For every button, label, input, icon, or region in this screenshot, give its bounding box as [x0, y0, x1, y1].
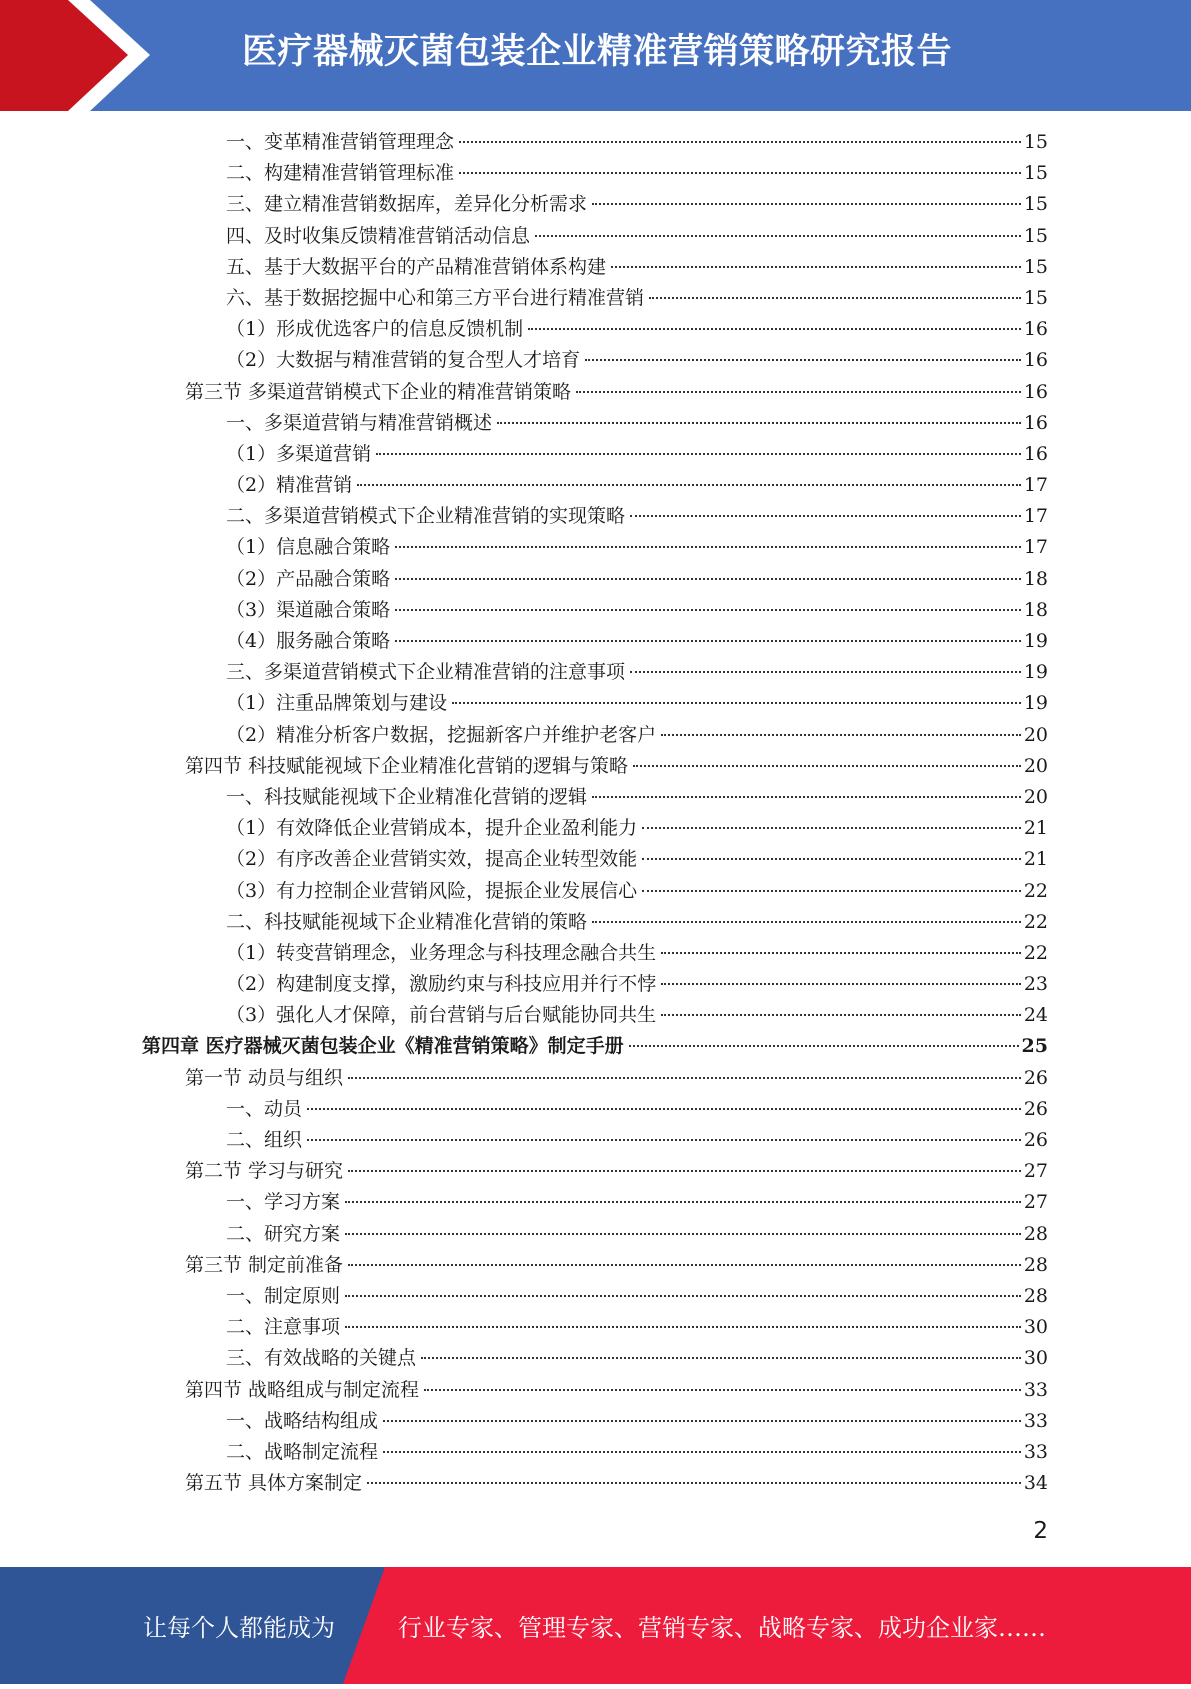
toc-dot-leader	[642, 890, 1021, 892]
toc-entry-page: 16	[1023, 349, 1048, 372]
toc-entry-page: 27	[1023, 1191, 1048, 1214]
toc-entry-title: 二、科技赋能视域下企业精准化营销的策略	[226, 910, 588, 933]
toc-entry-page: 20	[1023, 785, 1048, 808]
toc-entry[interactable]	[226, 938, 1048, 969]
toc-entry[interactable]	[226, 221, 1048, 252]
toc-entry-page: 26	[1023, 1097, 1048, 1120]
toc-entry[interactable]	[226, 657, 1048, 688]
toc-entry[interactable]	[226, 470, 1048, 501]
toc-dot-leader	[421, 1357, 1021, 1359]
toc-entry[interactable]	[226, 1000, 1048, 1031]
toc-entry-page: 30	[1023, 1316, 1048, 1339]
toc-entry-title: 二、组织	[226, 1129, 303, 1151]
page-header	[0, 0, 1191, 111]
toc-entry-page: 18	[1023, 567, 1048, 590]
toc-entry-title: 第四节 科技赋能视域下企业精准化营销的逻辑与策略	[185, 754, 629, 777]
toc-entry-page: 15	[1023, 286, 1048, 309]
toc-entry-page: 17	[1023, 505, 1048, 528]
toc-entry[interactable]	[226, 1187, 1048, 1218]
toc-entry-title: （3）强化人才保障，前台营销与后台赋能协同共生	[226, 1004, 657, 1027]
toc-dot-leader	[395, 640, 1021, 642]
toc-entry[interactable]	[226, 345, 1048, 376]
toc-entry-page: 15	[1023, 193, 1048, 216]
toc-dot-leader	[592, 921, 1021, 923]
toc-entry-page: 28	[1023, 1253, 1048, 1276]
toc-entry-title: （3）渠道融合策略	[226, 598, 391, 621]
toc-entry-title: （2）精准营销	[226, 474, 353, 497]
toc-dot-leader	[592, 796, 1021, 798]
toc-entry[interactable]	[226, 1219, 1048, 1250]
toc-entry-title: 二、研究方案	[226, 1222, 341, 1245]
toc-entry-page: 26	[1023, 1066, 1048, 1089]
toc-dot-leader	[459, 141, 1021, 143]
toc-dot-leader	[348, 1264, 1021, 1266]
toc-dot-leader	[649, 297, 1021, 299]
toc-entry[interactable]	[226, 844, 1048, 875]
toc-entry-title: 第四节 战略组成与制定流程	[185, 1378, 420, 1401]
toc-entry[interactable]	[226, 439, 1048, 470]
toc-dot-leader	[528, 328, 1021, 330]
toc-dot-leader	[642, 858, 1021, 860]
toc-dot-leader	[348, 1077, 1021, 1079]
toc-entry-title: 六、基于数据挖掘中心和第三方平台进行精准营销	[226, 286, 645, 309]
toc-entry-page: 19	[1023, 661, 1048, 684]
toc-dot-leader	[592, 203, 1021, 205]
toc-dot-leader	[585, 359, 1021, 361]
toc-entry-page: 17	[1023, 536, 1048, 559]
toc-entry-page: 16	[1023, 442, 1048, 465]
toc-dot-leader	[357, 484, 1021, 486]
toc-entry-page: 27	[1023, 1160, 1048, 1183]
header-arrow-icon	[0, 0, 160, 111]
toc-entry-page: 17	[1023, 474, 1048, 497]
toc-dot-leader	[497, 422, 1021, 424]
toc-dot-leader	[630, 671, 1021, 673]
toc-entry-page: 21	[1023, 817, 1048, 840]
toc-entry[interactable]	[226, 813, 1048, 844]
toc-entry[interactable]	[226, 1125, 1048, 1156]
toc-entry-page: 15	[1023, 224, 1048, 247]
toc-dot-leader	[348, 1170, 1021, 1172]
toc-entry-page: 16	[1023, 318, 1048, 341]
toc-entry-page: 15	[1023, 255, 1048, 278]
toc-entry[interactable]	[226, 969, 1048, 1000]
toc-entry[interactable]	[142, 1031, 1048, 1062]
toc-entry-title: （2）构建制度支撑，激励约束与科技应用并行不悖	[226, 973, 657, 996]
toc-entry[interactable]	[226, 532, 1048, 563]
toc-entry-title: 一、动员	[226, 1097, 303, 1120]
toc-dot-leader	[383, 1451, 1021, 1453]
toc-dot-leader	[630, 515, 1021, 517]
toc-dot-leader	[367, 1482, 1021, 1484]
toc-entry-title: （1）注重品牌策划与建设	[226, 692, 448, 715]
toc-entry-title: （2）大数据与精准营销的复合型人才培育	[226, 349, 581, 372]
toc-entry-page: 33	[1023, 1440, 1048, 1463]
toc-entry[interactable]	[226, 1312, 1048, 1343]
toc-dot-leader	[395, 578, 1021, 580]
toc-entry-page: 16	[1023, 411, 1048, 434]
toc-dot-leader	[345, 1326, 1021, 1328]
toc-entry[interactable]	[185, 1468, 1048, 1499]
page-number: 2	[1033, 1518, 1048, 1544]
toc-entry-title: 二、战略制定流程	[226, 1440, 379, 1463]
toc-entry-title: 四、及时收集反馈精准营销活动信息	[226, 224, 531, 247]
toc-entry-title: 二、注意事项	[226, 1316, 341, 1339]
toc-entry-page: 34	[1023, 1472, 1048, 1495]
toc-entry-title: （1）信息融合策略	[226, 536, 391, 559]
toc-entry[interactable]	[226, 782, 1048, 813]
toc-entry[interactable]	[226, 283, 1048, 314]
toc-entry-title: 第四章 医疗器械灭菌包装企业《精准营销策略》制定手册	[142, 1035, 624, 1058]
toc-entry[interactable]	[226, 314, 1048, 345]
toc-entry-title: 三、有效战略的关键点	[226, 1347, 417, 1370]
toc-entry[interactable]	[185, 1375, 1048, 1406]
toc-entry-title: 一、战略结构组成	[226, 1409, 379, 1432]
toc-entry-title: 三、多渠道营销模式下企业精准营销的注意事项	[226, 661, 626, 684]
toc-entry[interactable]	[226, 1343, 1048, 1374]
toc-entry-page: 20	[1023, 754, 1048, 777]
toc-entry[interactable]	[226, 876, 1048, 907]
toc-entry-title: （2）有序改善企业营销实效，提高企业转型效能	[226, 848, 638, 871]
toc-entry-page: 20	[1023, 723, 1048, 746]
toc-entry[interactable]	[226, 127, 1048, 158]
toc-entry[interactable]	[226, 1094, 1048, 1125]
toc-dot-leader	[661, 734, 1021, 736]
toc-entry-page: 23	[1023, 973, 1048, 996]
toc-entry-title: （3）有力控制企业营销风险，提振企业发展信心	[226, 879, 638, 902]
toc-dot-leader	[642, 827, 1021, 829]
toc-entry[interactable]	[185, 1250, 1048, 1281]
toc-dot-leader	[307, 1108, 1021, 1110]
toc-entry-page: 15	[1023, 162, 1048, 185]
toc-entry-title: 一、学习方案	[226, 1191, 341, 1214]
toc-entry-title: （1）多渠道营销	[226, 442, 372, 465]
toc-entry[interactable]	[226, 1406, 1048, 1437]
toc-dot-leader	[345, 1201, 1021, 1203]
toc-entry-page: 26	[1023, 1129, 1048, 1151]
toc-dot-leader	[452, 702, 1021, 704]
toc-entry[interactable]	[185, 1156, 1048, 1187]
toc-entry-title: 二、构建精准营销管理标准	[226, 162, 455, 185]
toc-entry[interactable]	[185, 751, 1048, 782]
toc-entry[interactable]	[226, 907, 1048, 938]
toc-dot-leader	[661, 1014, 1021, 1016]
toc-entry-title: 二、多渠道营销模式下企业精准营销的实现策略	[226, 505, 626, 528]
toc-entry-page: 25	[1021, 1035, 1048, 1058]
toc-dot-leader	[633, 765, 1021, 767]
toc-entry[interactable]	[226, 252, 1048, 283]
toc-entry[interactable]	[226, 189, 1048, 220]
toc-entry-page: 28	[1023, 1284, 1048, 1307]
page-footer	[0, 1567, 1191, 1684]
toc-entry-page: 22	[1023, 910, 1048, 933]
toc-entry-page: 16	[1023, 380, 1048, 403]
footer-slogan-right: 行业专家、管理专家、营销专家、战略专家、成功企业家……	[398, 1614, 1046, 1642]
toc-entry-page: 22	[1023, 941, 1048, 964]
toc-entry-title: （2）精准分析客户数据，挖掘新客户并维护老客户	[226, 723, 657, 746]
toc-entry-title: 五、基于大数据平台的产品精准营销体系构建	[226, 255, 607, 278]
table-of-contents	[0, 127, 1191, 1499]
toc-entry[interactable]	[226, 158, 1048, 189]
toc-entry-title: 第三节 多渠道营销模式下企业的精准营销策略	[185, 380, 572, 403]
toc-entry-title: （1）转变营销理念，业务理念与科技理念融合共生	[226, 941, 657, 964]
document-title: 医疗器械灭菌包装企业精准营销策略研究报告	[242, 32, 953, 72]
toc-dot-leader	[345, 1233, 1021, 1235]
toc-dot-leader	[395, 546, 1021, 548]
toc-entry-title: （1）形成优选客户的信息反馈机制	[226, 318, 524, 341]
toc-entry-title: 第一节 动员与组织	[185, 1066, 344, 1089]
toc-entry-title: 第五节 具体方案制定	[185, 1472, 363, 1495]
toc-entry[interactable]	[226, 1437, 1048, 1468]
toc-dot-leader	[535, 235, 1021, 237]
toc-entry-page: 33	[1023, 1409, 1048, 1432]
toc-dot-leader	[383, 1420, 1021, 1422]
toc-dot-leader	[345, 1295, 1021, 1297]
toc-dot-leader	[661, 952, 1021, 954]
toc-entry-page: 19	[1023, 630, 1048, 652]
toc-entry-page: 19	[1023, 692, 1048, 715]
toc-dot-leader	[307, 1139, 1021, 1141]
toc-dot-leader	[376, 453, 1021, 455]
toc-entry[interactable]	[226, 720, 1048, 751]
toc-entry[interactable]	[226, 626, 1048, 657]
toc-entry-title: 第二节 学习与研究	[185, 1160, 344, 1183]
toc-entry-title: 一、变革精准营销管理理念	[226, 131, 455, 153]
toc-dot-leader	[424, 1389, 1021, 1391]
toc-dot-leader	[459, 172, 1021, 174]
toc-dot-leader	[629, 1045, 1019, 1047]
toc-entry-page: 24	[1023, 1004, 1048, 1027]
toc-dot-leader	[611, 266, 1021, 268]
toc-entry-page: 30	[1023, 1347, 1048, 1370]
toc-entry-title: （1）有效降低企业营销成本，提升企业盈利能力	[226, 817, 638, 840]
toc-dot-leader	[395, 609, 1021, 611]
toc-entry[interactable]	[185, 377, 1048, 408]
toc-entry[interactable]	[226, 688, 1048, 719]
footer-slogan-left: 让每个人都能成为	[143, 1614, 335, 1642]
toc-entry[interactable]	[185, 1063, 1048, 1094]
toc-entry-title: 一、多渠道营销与精准营销概述	[226, 411, 493, 434]
toc-entry[interactable]	[226, 501, 1048, 532]
toc-entry-page: 21	[1023, 848, 1048, 871]
toc-entry[interactable]	[226, 1281, 1048, 1312]
toc-dot-leader	[576, 391, 1021, 393]
toc-entry-title: 一、科技赋能视域下企业精准化营销的逻辑	[226, 785, 588, 808]
toc-entry[interactable]	[226, 564, 1048, 595]
toc-entry-page: 33	[1023, 1378, 1048, 1401]
toc-entry-title: 三、建立精准营销数据库，差异化分析需求	[226, 193, 588, 216]
toc-entry[interactable]	[226, 595, 1048, 626]
toc-entry-page: 18	[1023, 598, 1048, 621]
toc-entry-title: （2）产品融合策略	[226, 567, 391, 590]
toc-entry-page: 22	[1023, 879, 1048, 902]
toc-entry-title: 第三节 制定前准备	[185, 1253, 344, 1276]
toc-entry-page: 28	[1023, 1222, 1048, 1245]
toc-entry-title: 一、制定原则	[226, 1284, 341, 1307]
toc-entry-page: 15	[1023, 131, 1048, 153]
toc-entry-title: （4）服务融合策略	[226, 630, 391, 652]
toc-entry[interactable]	[226, 408, 1048, 439]
toc-dot-leader	[661, 983, 1021, 985]
